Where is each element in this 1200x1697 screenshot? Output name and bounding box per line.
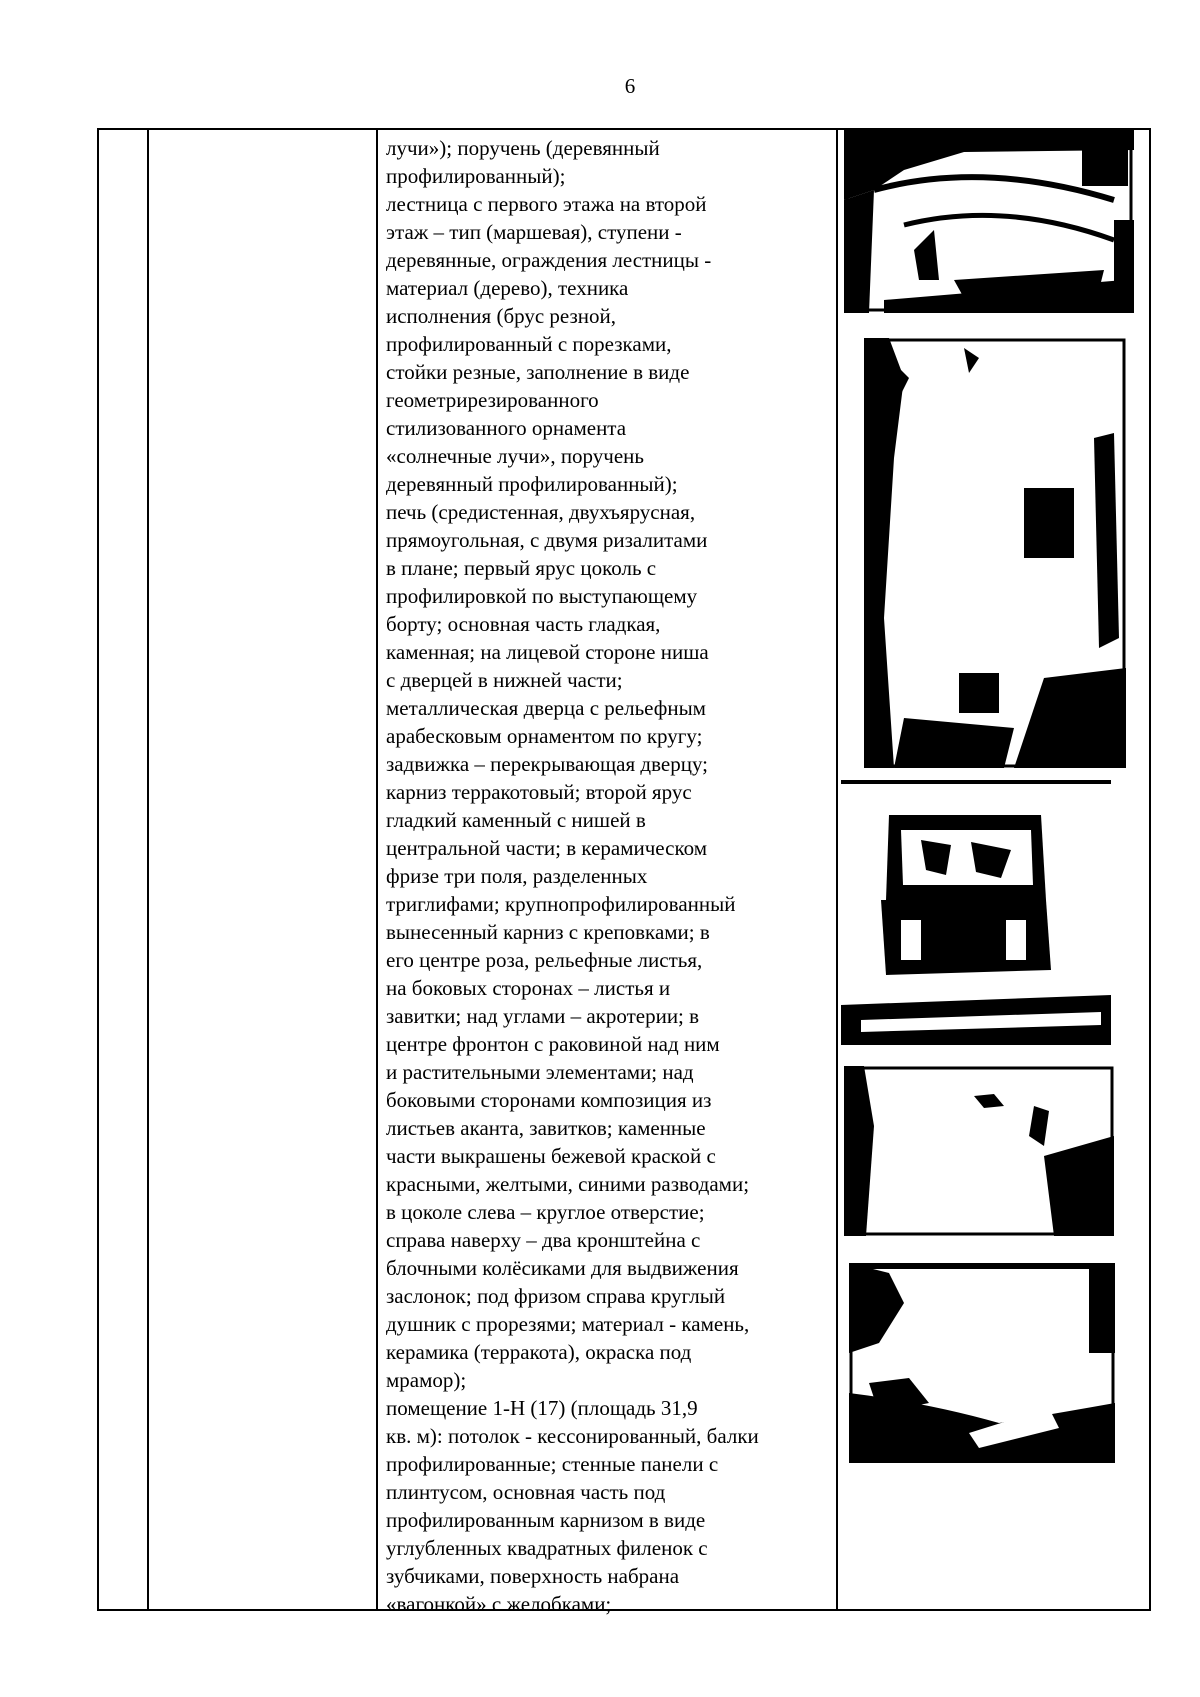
description-line: кв. м): потолок - кессонированный, балки [386,1424,759,1448]
description-line: карниз терракотовый; второй ярус [386,780,692,804]
description-line: части выкрашены бежевой краской с [386,1144,716,1168]
description-line: лучи»); поручень (деревянный [386,136,660,160]
description-line: красными, желтыми, синими разводами; [386,1172,750,1196]
description-line: лестница с первого этажа на второй [386,192,707,216]
description-line: прямоугольная, с двумя ризалитами [386,528,708,552]
description-line: зубчиками, поверхность набрана [386,1564,680,1588]
description-line: деревянные, ограждения лестницы - [386,248,712,272]
description-line: арабесковым орнаментом по кругу; [386,724,703,748]
description-line: профилированным карнизом в виде [386,1508,706,1532]
description-line: душник с прорезями; материал - камень, [386,1312,750,1336]
description-line: с дверцей в нижней части; [386,668,623,692]
description-line: керамика (терракота), окраска под [386,1340,692,1364]
description-line: печь (средистенная, двухъярусная, [386,500,696,524]
stove-front-photo [864,338,1126,768]
description-line: его центре роза, рельефные листья, [386,948,703,972]
description-line: на боковых сторонах – листья и [386,976,671,1000]
description-line: стилизованного орнамента [386,416,627,440]
object-table [97,128,1151,1616]
description-line: углубленных квадратных филенок с [386,1536,708,1560]
description-line: в цоколе слева – круглое отверстие; [386,1200,705,1224]
description-line: исполнения (брус резной, [386,304,617,328]
description-line: плинтусом, основная часть под [386,1480,666,1504]
description-line: «солнечные лучи», поручень [386,444,644,468]
description-line: справа наверху – два кронштейна с [386,1228,701,1252]
column-separator [376,130,378,1609]
description-line: гладкий каменный с нишей в [386,808,646,832]
description-line: металлическая дверца с рельефным [386,696,706,720]
description-line: мрамор); [386,1368,467,1392]
description-line: стойки резные, заполнение в виде [386,360,690,384]
description-line: фризе три поля, разделенных [386,864,648,888]
description-line: вынесенный карниз с креповками; в [386,920,710,944]
column-separator [836,130,838,1609]
stove-frieze-photo [841,780,1111,1045]
description-line: материал (дерево), техника [386,276,629,300]
column-separator [147,130,149,1609]
description-line: центре фронтон с раковиной над ним [386,1032,720,1056]
description-line: боковыми сторонами композиция из [386,1088,712,1112]
description-cell [386,134,826,1618]
description-line: профилированный с порезками, [386,332,672,356]
stove-side-photo [844,1066,1114,1236]
description-line: «вагонкой» с желобками; [386,1592,612,1616]
description-line: в плане; первый ярус цоколь с [386,556,657,580]
staircase-railing-photo [844,130,1134,313]
description-line: завитки; над углами – акротерии; в [386,1004,700,1028]
description-line: борту; основная часть гладкая, [386,612,661,636]
description-line: задвижка – перекрывающая дверцу; [386,752,709,776]
description-line: помещение 1-Н (17) (площадь 31,9 [386,1396,698,1420]
description-line: триглифами; крупнопрофилированный [386,892,736,916]
description-line: этаж – тип (маршевая), ступени - [386,220,682,244]
description-line: профилированные; стенные панели с [386,1452,719,1476]
description-line: каменная; на лицевой стороне ниша [386,640,709,664]
page-number: 6 [624,74,636,98]
description-line: профилированный); [386,164,566,188]
description-line: заслонок; под фризом справа круглый [386,1284,726,1308]
description-line: деревянный профилированный); [386,472,678,496]
ceiling-beams-photo [849,1263,1115,1463]
description-line: геометрирезированного [386,388,599,412]
description-line: и растительными элементами; над [386,1060,694,1084]
description-line: листьев аканта, завитков; каменные [386,1116,706,1140]
description-line: центральной части; в керамическом [386,836,707,860]
description-line: профилировкой по выступающему [386,584,698,608]
description-line: блочными колёсиками для выдвижения [386,1256,739,1280]
